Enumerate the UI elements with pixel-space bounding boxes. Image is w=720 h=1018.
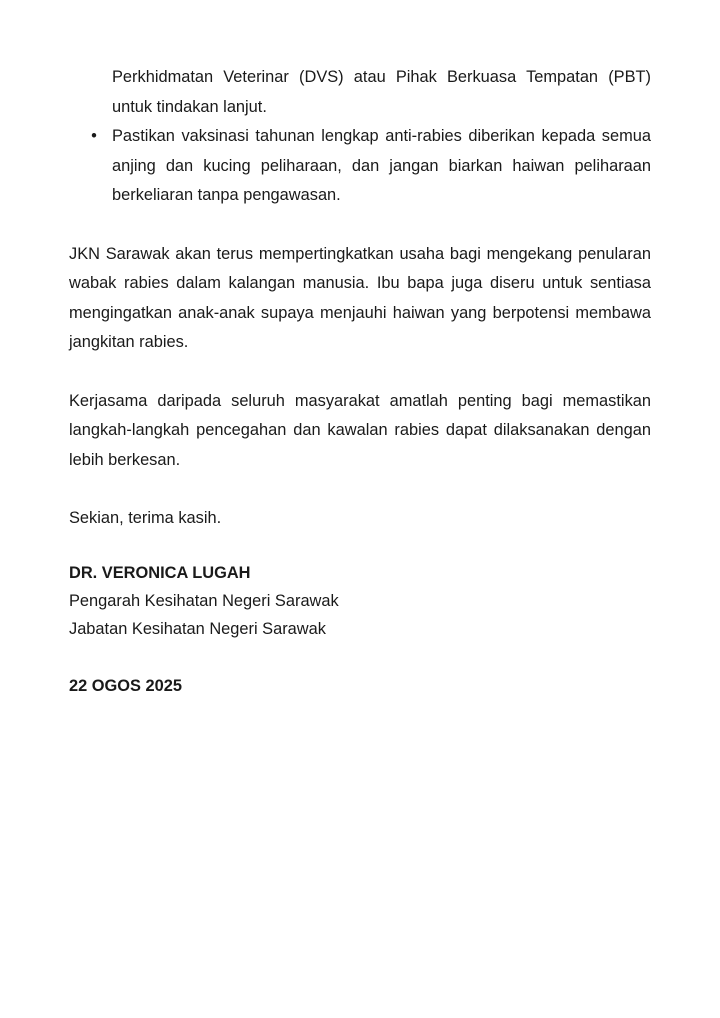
signatory-organization: Jabatan Kesihatan Negeri Sarawak [69, 619, 326, 638]
bullet-item-continued [69, 63, 651, 122]
bullet-marker: • [91, 127, 97, 145]
bullet-list [69, 63, 651, 211]
bullet-text: Perkhidmatan Veterinar (DVS) atau Pihak Berkuasa Tempatan (PBT) untuk tindakan lanjut. [112, 68, 651, 116]
document-date: 22 OGOS 2025 [69, 676, 182, 695]
signatory-title: Pengarah Kesihatan Negeri Sarawak [69, 591, 339, 610]
signatory-name: DR. VERONICA LUGAH [69, 563, 251, 582]
bullet-item-vaccination [69, 122, 651, 211]
paragraph-cooperation: Kerjasama daripada seluruh masyarakat amatlah penting bagi memastikan langkah-langkah pencegahan dan kawalan rabies dapat dilaksanakan dengan lebih berkesan. [69, 391, 651, 469]
document-body [69, 63, 651, 701]
bullet-text: Pastikan vaksinasi tahunan lengkap anti-rabies diberikan kepada semua anjing dan kucing peliharaan, dan jangan biarkan haiwan peliharaan berkeliaran tanpa pengawasan. [112, 127, 651, 204]
paragraph-jkn-efforts: JKN Sarawak akan terus mempertingkatkan usaha bagi mengekang penularan wabak rabies dalam kalangan manusia. Ibu bapa juga diseru untuk sentiasa mengingatkan anak-anak supaya menjauhi haiwan yang berpotensi membawa jangkitan rabies. [69, 244, 651, 351]
closing-line: Sekian, terima kasih. [69, 509, 222, 527]
